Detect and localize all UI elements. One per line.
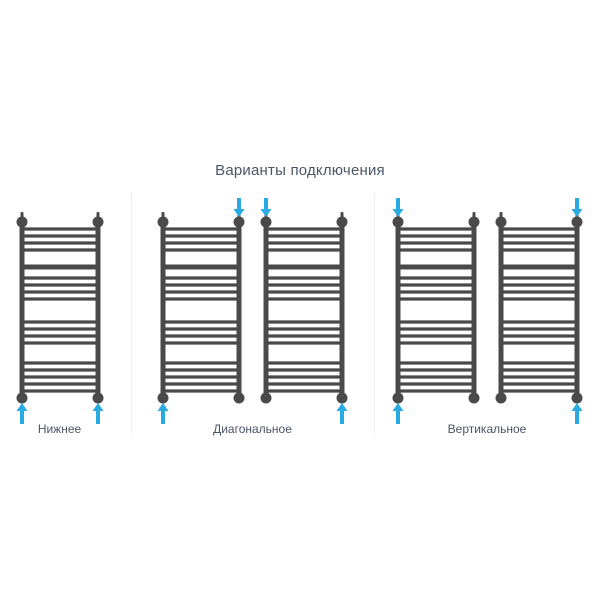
radiator-cap bbox=[234, 393, 245, 404]
section-label: Вертикальное bbox=[447, 422, 527, 436]
towel-radiator bbox=[256, 198, 352, 430]
down-arrow-icon bbox=[234, 198, 245, 217]
radiator-cap bbox=[495, 217, 506, 228]
radiator-cap bbox=[571, 393, 582, 404]
section-diagonal-connection bbox=[131, 198, 374, 443]
radiator-cap bbox=[337, 393, 348, 404]
section-label: Диагональное bbox=[213, 422, 292, 436]
section-label: Нижнее bbox=[37, 422, 82, 436]
radiator-cap bbox=[337, 217, 348, 228]
towel-radiator bbox=[153, 198, 249, 430]
up-arrow-icon bbox=[571, 403, 582, 424]
radiator-group bbox=[12, 198, 108, 430]
diagram-area bbox=[0, 198, 600, 443]
up-arrow-icon bbox=[337, 403, 348, 424]
section-bottom-connection bbox=[0, 198, 131, 443]
towel-radiator bbox=[388, 198, 484, 430]
towel-radiator bbox=[12, 198, 108, 430]
radiator-cap bbox=[158, 393, 169, 404]
radiator-cap bbox=[392, 217, 403, 228]
section-vertical-connection bbox=[374, 198, 600, 443]
radiator-cap bbox=[92, 393, 103, 404]
radiator-group bbox=[388, 198, 587, 430]
radiator-cap bbox=[468, 217, 479, 228]
towel-radiator bbox=[491, 198, 587, 430]
down-arrow-icon bbox=[571, 198, 582, 217]
radiator-cap bbox=[16, 217, 27, 228]
down-arrow-icon bbox=[392, 198, 403, 217]
radiator-cap bbox=[468, 393, 479, 404]
radiator-cap bbox=[571, 217, 582, 228]
radiator-group bbox=[153, 198, 352, 430]
up-arrow-icon bbox=[92, 403, 103, 424]
up-arrow-icon bbox=[392, 403, 403, 424]
down-arrow-icon bbox=[261, 198, 272, 217]
page-title: Варианты подключения bbox=[215, 162, 385, 179]
up-arrow-icon bbox=[16, 403, 27, 424]
radiator-cap bbox=[495, 393, 506, 404]
up-arrow-icon bbox=[158, 403, 169, 424]
radiator-cap bbox=[158, 217, 169, 228]
radiator-cap bbox=[92, 217, 103, 228]
radiator-cap bbox=[234, 217, 245, 228]
radiator-cap bbox=[392, 393, 403, 404]
radiator-cap bbox=[261, 217, 272, 228]
radiator-cap bbox=[16, 393, 27, 404]
radiator-cap bbox=[261, 393, 272, 404]
